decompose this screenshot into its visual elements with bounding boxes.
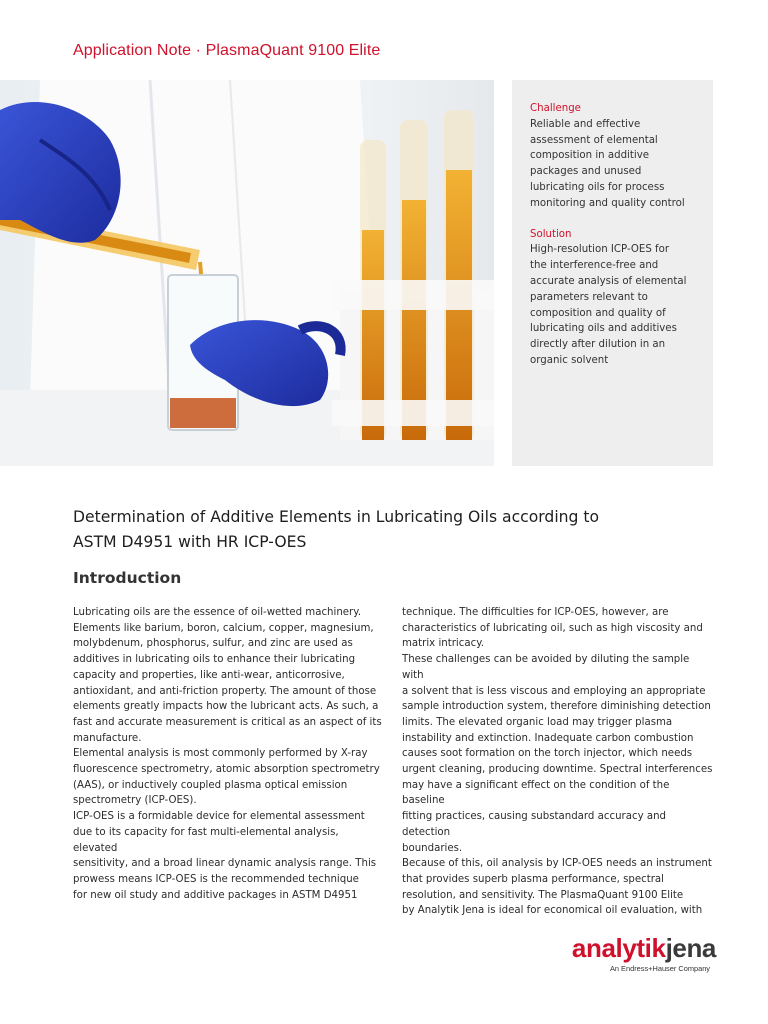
text-line: Lubricating oils are the essence of oil-wetted machinery. bbox=[73, 607, 362, 618]
text-line: additives in lubricating oils to enhance their lubricating bbox=[73, 654, 356, 666]
text-line: fast and accurate measurement is critical as an aspect of its bbox=[73, 716, 382, 728]
logo-wordmark bbox=[546, 933, 716, 963]
text-line: sensitivity, and a broad linear dynamic analysis range. This bbox=[73, 858, 377, 870]
left-text-column bbox=[73, 605, 385, 903]
solution-line: parameters relevant to bbox=[530, 291, 648, 303]
challenge-block bbox=[530, 101, 695, 212]
introduction-heading: Introduction bbox=[73, 569, 182, 587]
text-line: prowess means ICP-OES is the recommended technique bbox=[73, 873, 359, 885]
challenge-line: lubricating oils for process bbox=[530, 181, 665, 193]
solution-line: lubricating oils and additives bbox=[530, 323, 677, 335]
text-line: characteristics of lubricating oil, such as high viscosity and bbox=[402, 622, 703, 634]
solution-line: organic solvent bbox=[530, 354, 609, 366]
challenge-line: Reliable and effective bbox=[530, 118, 641, 130]
text-line: molybdenum, phosphorus, sulfur, and zinc are used as bbox=[73, 638, 353, 650]
text-line: (AAS), or inductively coupled plasma optical emission bbox=[73, 779, 348, 791]
challenge-heading: Challenge bbox=[530, 103, 581, 114]
logo-tagline: An Endress+Hauser Company bbox=[609, 964, 710, 973]
page-header-title: Application Note · PlasmaQuant 9100 Elite bbox=[73, 42, 381, 59]
document-title-line: Determination of Additive Elements in Lubricating Oils according to bbox=[73, 508, 600, 526]
text-line: technique. The difficulties for ICP-OES, however, are bbox=[402, 607, 669, 618]
text-line: urgent cleaning, producing downtime. Spectral interferences bbox=[402, 764, 713, 776]
solution-line: composition and quality of bbox=[530, 307, 666, 319]
solution-line: High-resolution ICP-OES for bbox=[530, 244, 670, 256]
solution-line: directly after dilution in an bbox=[530, 339, 666, 351]
text-line: elements greatly impacts how the lubricant acts. As such, a bbox=[73, 701, 379, 713]
text-line: matrix intricacy. bbox=[402, 638, 485, 650]
text-line: Elements like barium, boron, calcium, copper, magnesium, bbox=[73, 622, 374, 634]
text-line: ICP-OES is a formidable device for elemental assessment bbox=[73, 811, 365, 823]
challenge-line: assessment of elemental bbox=[530, 134, 658, 146]
logo-part-jena: jena bbox=[665, 933, 716, 963]
text-line: Elemental analysis is most commonly performed by X-ray bbox=[73, 748, 368, 760]
solution-line: the interference-free and bbox=[530, 260, 659, 272]
text-line: Because of this, oil analysis by ICP-OES needs an instrument bbox=[402, 858, 712, 870]
document-title-line: ASTM D4951 with HR ICP-OES bbox=[73, 533, 307, 551]
challenge-text bbox=[530, 117, 695, 212]
text-line: manufacture. bbox=[73, 732, 142, 744]
text-line: capacity and properties, like anti-wear, anticorrosive, bbox=[73, 669, 345, 681]
text-line: sample introduction system, therefore diminishing detection bbox=[402, 701, 711, 713]
solution-block bbox=[530, 227, 695, 369]
text-line: causes soot formation on the torch injector, which needs bbox=[402, 748, 693, 760]
text-line: due to its capacity for fast multi-elemental analysis, elevated bbox=[73, 826, 339, 854]
challenge-line: packages and unused bbox=[530, 166, 642, 178]
text-line: for new oil study and additive packages in ASTM D4951 bbox=[73, 889, 358, 901]
right-text-column bbox=[402, 605, 714, 919]
challenge-line: monitoring and quality control bbox=[530, 197, 685, 209]
text-line: may have a significant effect on the condition of the baseline bbox=[402, 779, 670, 807]
text-line: instability and extinction. Inadequate carbon combustion bbox=[402, 732, 694, 744]
side-panel bbox=[512, 80, 713, 466]
logo-part-analytik: analytik bbox=[571, 933, 666, 963]
challenge-line: composition in additive bbox=[530, 150, 650, 162]
text-line: These challenges can be avoided by diluting the sample with bbox=[402, 654, 690, 681]
text-line: spectrometry (ICP-OES). bbox=[73, 795, 197, 807]
lab-oil-photo bbox=[0, 80, 494, 466]
analytik-jena-logo bbox=[546, 933, 716, 973]
text-line: fluorescence spectrometry, atomic absorption spectrometry bbox=[73, 764, 380, 776]
text-line: fitting practices, causing substandard accuracy and detection bbox=[402, 811, 666, 838]
solution-text bbox=[530, 242, 695, 368]
solution-heading: Solution bbox=[530, 228, 572, 240]
solution-line: accurate analysis of elemental bbox=[530, 275, 687, 287]
text-line: limits. The elevated organic load may trigger plasma bbox=[402, 716, 673, 728]
document-title bbox=[73, 505, 713, 555]
photo-illustration bbox=[0, 80, 494, 466]
text-line: that provides superb plasma performance, spectral bbox=[402, 873, 664, 885]
text-line: boundaries. bbox=[402, 842, 463, 854]
text-line: resolution, and sensitivity. The PlasmaQuant 9100 Elite bbox=[402, 889, 684, 901]
text-line: antioxidant, and anti-friction property. The amount of those bbox=[73, 685, 377, 697]
text-line: by Analytik Jena is ideal for economical oil evaluation, with bbox=[402, 905, 703, 917]
text-line: a solvent that is less viscous and employing an appropriate bbox=[402, 685, 706, 697]
